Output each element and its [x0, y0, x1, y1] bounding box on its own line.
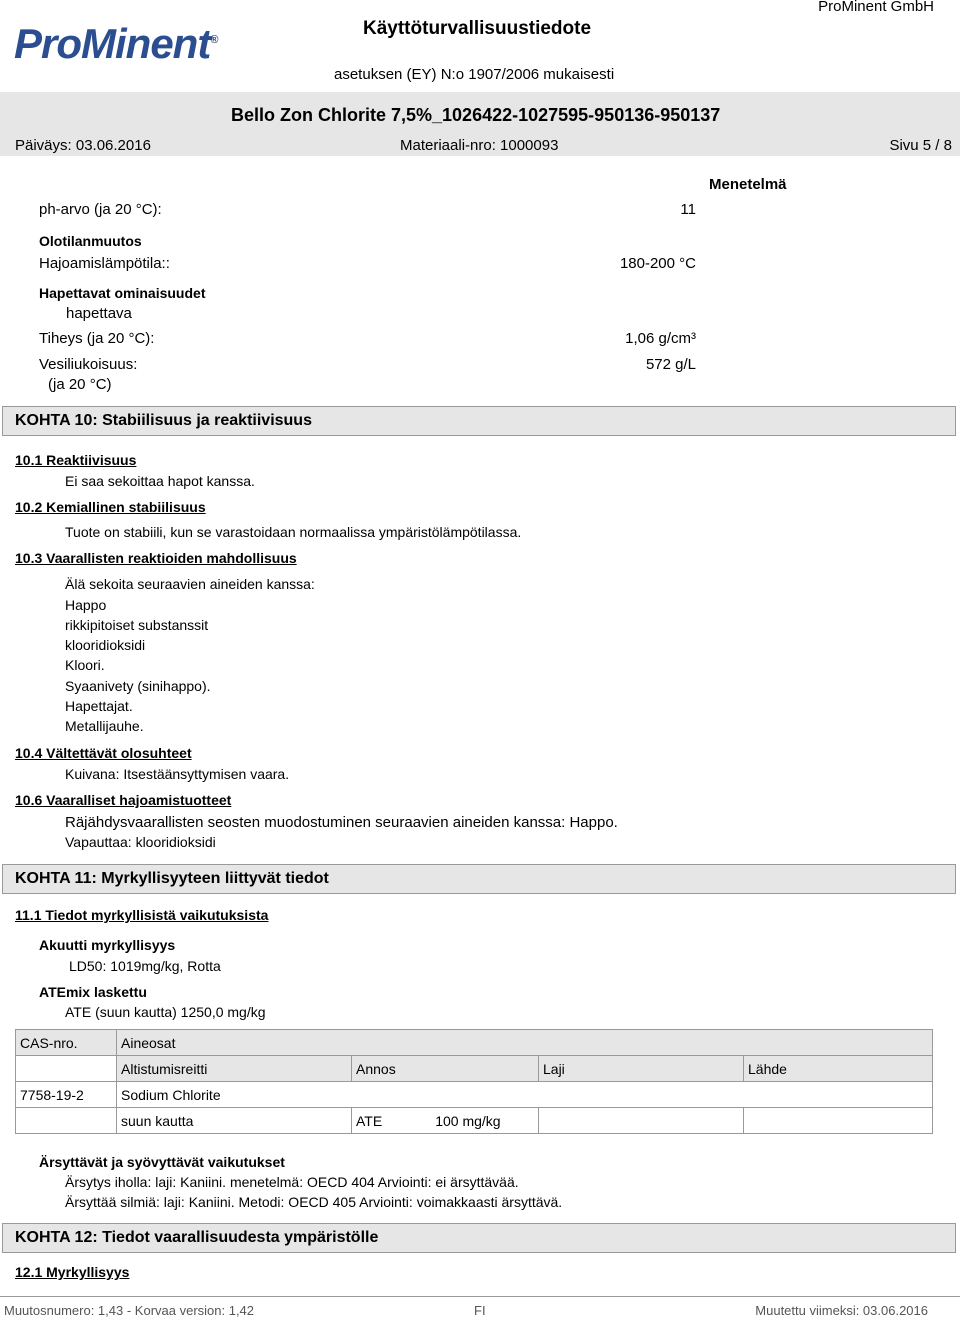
- dose-type: ATE: [356, 1112, 383, 1129]
- solubility-label: Vesiliukoisuus:: [39, 356, 138, 373]
- subsection-10-6-title: 10.6 Vaaralliset hajoamistuotteet: [15, 792, 232, 808]
- density-value: 1,06 g/cm³: [625, 330, 696, 347]
- header-cas: CAS-nro.: [16, 1030, 117, 1056]
- table-row: [16, 1082, 933, 1108]
- last-modified: Muutettu viimeksi: 03.06.2016: [755, 1303, 928, 1318]
- state-change-heading: Olotilanmuutos: [39, 233, 142, 249]
- subsection-10-6-text-2: Vapauttaa: klooridioksidi: [65, 834, 216, 850]
- section-12-bar: [2, 1223, 956, 1253]
- section-10-title: KOHTA 10: Stabiilisuus ja reaktiivisuus: [15, 412, 312, 429]
- acute-toxicity-heading: Akuutti myrkyllisyys: [39, 937, 176, 953]
- list-item: rikkipitoiset substanssit: [65, 617, 209, 633]
- section-11-title: KOHTA 11: Myrkyllisyyteen liittyvät tiedot: [15, 870, 329, 887]
- oxidizing-value: hapettava: [66, 305, 132, 322]
- subsection-10-4-title: 10.4 Vältettävät olosuhteet: [15, 745, 192, 761]
- header-route: Altistumisreitti: [117, 1056, 352, 1082]
- subsection-10-2-title: 10.2 Kemiallinen stabiilisuus: [15, 499, 206, 515]
- company-name: ProMinent GmbH: [818, 0, 934, 15]
- list-item: Kloori.: [65, 657, 105, 673]
- section-11-bar: [2, 864, 956, 894]
- solubility-condition: (ja 20 °C): [48, 376, 112, 393]
- revision-info: Muutosnumero: 1,43 - Korvaa version: 1,42: [4, 1303, 255, 1318]
- subsection-10-4-text: Kuivana: Itsestäänsyttymisen vaara.: [65, 766, 290, 782]
- language-code: FI: [474, 1303, 486, 1318]
- irritation-eyes: Ärsyttää silmiä: laji: Kaniini. Metodi: OECD 405 Arviointi: voimakkaasti ärsyttävä.: [65, 1194, 563, 1210]
- section-10-bar: [2, 406, 956, 436]
- section-12-title: KOHTA 12: Tiedot vaarallisuudesta ympäristölle: [15, 1229, 379, 1246]
- species-value: [539, 1108, 744, 1134]
- company-logo: ProMinent®: [14, 20, 218, 67]
- route-value: suun kautta: [117, 1108, 352, 1134]
- ph-value: 11: [680, 201, 696, 218]
- subsection-10-6-text-1: Räjähdysvaarallisten seosten muodostuminen seuraavien aineiden kanssa: Happo.: [65, 814, 618, 831]
- density-label: Tiheys (ja 20 °C):: [39, 330, 155, 347]
- list-item: Hapettajat.: [65, 698, 133, 714]
- subsection-10-2-text: Tuote on stabiili, kun se varastoidaan normaalissa ympäristölämpötilassa.: [65, 524, 522, 540]
- decomposition-label: Hajoamislämpötila::: [39, 255, 170, 272]
- toxicity-table: [15, 1029, 933, 1134]
- header-dose: Annos: [352, 1056, 539, 1082]
- subsection-11-1-title: 11.1 Tiedot myrkyllisistä vaikutuksista: [15, 907, 269, 923]
- list-item: Metallijauhe.: [65, 718, 144, 734]
- table-row: [16, 1108, 933, 1134]
- table-row: [16, 1030, 933, 1056]
- header-species: Laji: [539, 1056, 744, 1082]
- list-item: Älä sekoita seuraavien aineiden kanssa:: [65, 576, 315, 592]
- table-row: [16, 1056, 933, 1082]
- list-item: Happo: [65, 597, 107, 613]
- product-name: Bello Zon Chlorite 7,5%_1026422-1027595-950136-950137: [231, 105, 721, 125]
- material-number: Materiaali-nro: 1000093: [400, 137, 559, 154]
- header-source: Lähde: [744, 1056, 933, 1082]
- oxidizing-heading: Hapettavat ominaisuudet: [39, 285, 206, 301]
- source-value: [744, 1108, 933, 1134]
- subsection-10-1-text: Ei saa sekoittaa hapot kanssa.: [65, 473, 255, 489]
- cas-number: 7758-19-2: [16, 1082, 117, 1108]
- ld50-value: LD50: 1019mg/kg, Rotta: [69, 958, 221, 974]
- decomposition-value: 180-200 °C: [619, 255, 696, 272]
- ate-value: ATE (suun kautta) 1250,0 mg/kg: [65, 1004, 266, 1020]
- subsection-12-1-title: 12.1 Myrkyllisyys: [15, 1264, 130, 1280]
- document-title: Käyttöturvallisuustiedote: [363, 18, 592, 39]
- footer-divider: [0, 1296, 960, 1297]
- subsection-10-3-title: 10.3 Vaarallisten reaktioiden mahdollisuus: [15, 550, 297, 566]
- list-item: klooridioksidi: [65, 637, 146, 653]
- solubility-value: 572 g/L: [645, 356, 696, 373]
- irritation-skin: Ärsytys iholla: laji: Kaniini. menetelmä: OECD 404 Arviointi: ei ärsyttävää.: [65, 1174, 519, 1190]
- subsection-10-1-title: 10.1 Reaktiivisuus: [15, 452, 137, 468]
- irritation-heading: Ärsyttävät ja syövyttävät vaikutukset: [39, 1154, 285, 1170]
- regulation-text: asetuksen (EY) N:o 1907/2006 mukaisesti: [334, 66, 615, 83]
- dose-value: 100 mg/kg: [435, 1112, 501, 1129]
- method-header: Menetelmä: [709, 176, 787, 193]
- header-substance: Aineosat: [117, 1030, 933, 1056]
- atemix-heading: ATEmix laskettu: [39, 984, 147, 1000]
- substance-name: Sodium Chlorite: [117, 1082, 933, 1108]
- list-item: Syaanivety (sinihappo).: [65, 678, 211, 694]
- ph-label: ph-arvo (ja 20 °C):: [39, 201, 162, 218]
- issue-date: Päiväys: 03.06.2016: [15, 137, 151, 154]
- dose-cell: [352, 1108, 539, 1134]
- page-number: Sivu 5 / 8: [889, 137, 952, 154]
